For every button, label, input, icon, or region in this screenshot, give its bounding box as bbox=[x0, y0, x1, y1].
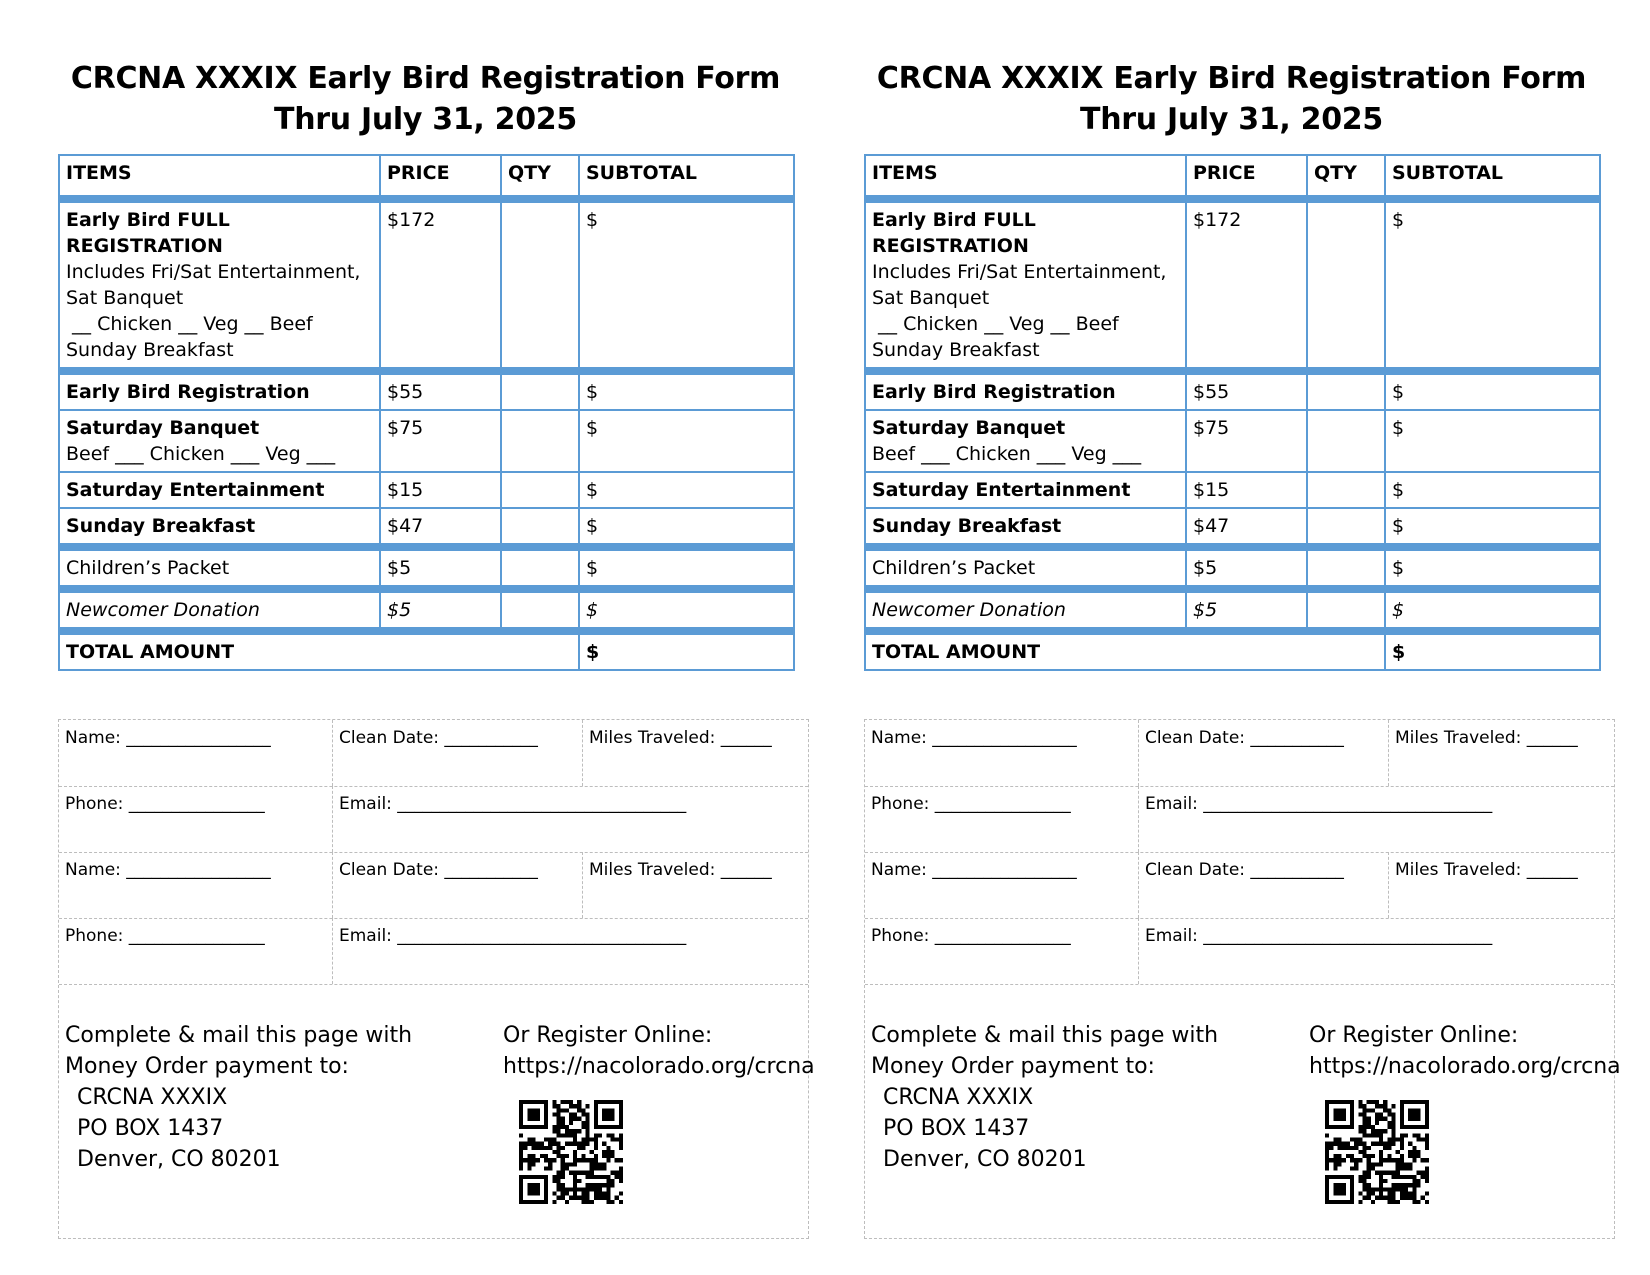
online-url[interactable]: https://nacolorado.org/crcna bbox=[503, 1054, 815, 1079]
contact-section bbox=[864, 719, 1621, 1239]
table-row bbox=[865, 589, 1600, 631]
qty-cell[interactable] bbox=[501, 371, 579, 410]
subtotal-cell[interactable]: $ bbox=[1385, 472, 1600, 508]
meal-choice[interactable]: __ Chicken __ Veg __ Beef bbox=[66, 313, 313, 335]
email-field[interactable]: Email: __________________________________ bbox=[1138, 918, 1498, 984]
item-cell bbox=[865, 199, 1186, 371]
form-title-line2: Thru July 31, 2025 bbox=[1080, 102, 1383, 137]
item-cell bbox=[865, 410, 1186, 472]
online-url[interactable]: https://nacolorado.org/crcna bbox=[1309, 1054, 1621, 1079]
online-registration bbox=[1309, 1020, 1621, 1082]
header-price: PRICE bbox=[1186, 155, 1307, 199]
qty-cell[interactable] bbox=[1307, 410, 1385, 472]
table-row bbox=[59, 199, 794, 371]
table-row bbox=[865, 410, 1600, 472]
online-registration bbox=[503, 1020, 815, 1082]
phone-field[interactable]: Phone: ________________ bbox=[65, 926, 265, 946]
price-cell: $5 bbox=[380, 547, 501, 589]
header-price: PRICE bbox=[380, 155, 501, 199]
clean-date-field[interactable]: Clean Date: ___________ bbox=[332, 852, 544, 918]
contact-row bbox=[865, 852, 1614, 919]
qty-cell[interactable] bbox=[1307, 199, 1385, 371]
price-cell: $75 bbox=[1186, 410, 1307, 472]
item-name: Early Bird FULL REGISTRATION bbox=[66, 209, 230, 257]
subtotal-cell[interactable]: $ bbox=[579, 199, 794, 371]
total-row bbox=[59, 631, 794, 670]
table-row bbox=[59, 410, 794, 472]
mail-line: Complete & mail this page with bbox=[871, 1023, 1219, 1048]
meal-choice[interactable]: Beef ___ Chicken ___ Veg ___ bbox=[66, 443, 336, 465]
form-title-line2: Thru July 31, 2025 bbox=[274, 102, 577, 137]
subtotal-cell[interactable]: $ bbox=[1385, 410, 1600, 472]
total-label: TOTAL AMOUNT bbox=[59, 631, 579, 670]
price-cell: $75 bbox=[380, 410, 501, 472]
total-row bbox=[865, 631, 1600, 670]
item-name: Saturday Banquet bbox=[872, 417, 1066, 439]
phone-field[interactable]: Phone: ________________ bbox=[871, 926, 1071, 946]
total-amount[interactable]: $ bbox=[1385, 631, 1600, 670]
qty-cell[interactable] bbox=[1307, 371, 1385, 410]
meal-choice[interactable]: Beef ___ Chicken ___ Veg ___ bbox=[872, 443, 1142, 465]
qty-cell[interactable] bbox=[501, 547, 579, 589]
clean-date-field[interactable]: Clean Date: ___________ bbox=[1138, 720, 1350, 786]
mail-address: PO BOX 1437 bbox=[883, 1116, 1030, 1141]
item-name: Sunday Breakfast bbox=[59, 508, 380, 547]
item-name: Newcomer Donation bbox=[59, 589, 380, 631]
header-items: ITEMS bbox=[59, 155, 380, 199]
item-name: Saturday Entertainment bbox=[865, 472, 1186, 508]
item-name: Sunday Breakfast bbox=[865, 508, 1186, 547]
miles-field[interactable]: Miles Traveled: ______ bbox=[1388, 720, 1584, 786]
total-label: TOTAL AMOUNT bbox=[865, 631, 1385, 670]
online-label: Or Register Online: bbox=[503, 1023, 713, 1048]
item-name: Newcomer Donation bbox=[865, 589, 1186, 631]
item-desc: Includes Fri/Sat Entertainment, bbox=[872, 261, 1167, 283]
header-qty: QTY bbox=[501, 155, 579, 199]
phone-field[interactable]: Phone: ________________ bbox=[871, 794, 1071, 814]
name-field[interactable]: Name: _________________ bbox=[871, 860, 1077, 880]
price-cell: $5 bbox=[1186, 547, 1307, 589]
form-title bbox=[864, 58, 1599, 140]
email-field[interactable]: Email: __________________________________ bbox=[1138, 786, 1498, 852]
mail-address: PO BOX 1437 bbox=[77, 1116, 224, 1141]
phone-field[interactable]: Phone: ________________ bbox=[65, 794, 265, 814]
table-row bbox=[865, 371, 1600, 410]
price-cell: $172 bbox=[380, 199, 501, 371]
item-desc: Includes Fri/Sat Entertainment, bbox=[66, 261, 361, 283]
miles-field[interactable]: Miles Traveled: ______ bbox=[582, 852, 778, 918]
item-desc: Sat Banquet bbox=[66, 287, 184, 309]
contact-row bbox=[59, 720, 808, 787]
subtotal-cell[interactable]: $ bbox=[579, 589, 794, 631]
header-qty: QTY bbox=[1307, 155, 1385, 199]
item-cell bbox=[59, 199, 380, 371]
price-cell: $55 bbox=[1186, 371, 1307, 410]
registration-form-copy bbox=[58, 58, 815, 1172]
email-field[interactable]: Email: __________________________________ bbox=[332, 918, 692, 984]
item-cell bbox=[59, 410, 380, 472]
items-table bbox=[864, 154, 1601, 671]
miles-field[interactable]: Miles Traveled: ______ bbox=[582, 720, 778, 786]
subtotal-cell[interactable]: $ bbox=[579, 472, 794, 508]
qty-cell[interactable] bbox=[1307, 508, 1385, 547]
mail-line: Money Order payment to: bbox=[871, 1054, 1155, 1079]
price-cell: $55 bbox=[380, 371, 501, 410]
price-cell: $5 bbox=[380, 589, 501, 631]
item-desc: Sunday Breakfast bbox=[66, 339, 234, 361]
qty-cell[interactable] bbox=[501, 410, 579, 472]
subtotal-cell[interactable]: $ bbox=[579, 371, 794, 410]
form-title-line1: CRCNA XXXIX Early Bird Registration Form bbox=[876, 61, 1587, 96]
price-cell: $15 bbox=[380, 472, 501, 508]
subtotal-cell[interactable]: $ bbox=[1385, 589, 1600, 631]
table-row bbox=[865, 472, 1600, 508]
meal-choice[interactable]: __ Chicken __ Veg __ Beef bbox=[872, 313, 1119, 335]
registration-form-copy bbox=[864, 58, 1621, 1172]
clean-date-field[interactable]: Clean Date: ___________ bbox=[1138, 852, 1350, 918]
mail-line: Money Order payment to: bbox=[65, 1054, 349, 1079]
qty-cell[interactable] bbox=[501, 508, 579, 547]
mail-instructions bbox=[65, 1020, 412, 1175]
subtotal-cell[interactable]: $ bbox=[1385, 508, 1600, 547]
item-desc: Sat Banquet bbox=[872, 287, 990, 309]
contact-row bbox=[865, 720, 1614, 787]
table-row bbox=[59, 547, 794, 589]
contact-row bbox=[59, 918, 808, 985]
form-title bbox=[58, 58, 793, 140]
mail-address: Denver, CO 80201 bbox=[883, 1147, 1087, 1172]
contact-row bbox=[865, 918, 1614, 985]
item-name: Early Bird FULL REGISTRATION bbox=[872, 209, 1036, 257]
items-table bbox=[58, 154, 795, 671]
table-header-row bbox=[59, 155, 794, 199]
item-name: Children’s Packet bbox=[59, 547, 380, 589]
contact-row bbox=[59, 786, 808, 853]
name-field[interactable]: Name: _________________ bbox=[65, 728, 271, 748]
qty-cell[interactable] bbox=[501, 199, 579, 371]
subtotal-cell[interactable]: $ bbox=[1385, 199, 1600, 371]
contact-section bbox=[58, 719, 815, 1239]
table-row bbox=[865, 547, 1600, 589]
price-cell: $47 bbox=[380, 508, 501, 547]
name-field[interactable]: Name: _________________ bbox=[65, 860, 271, 880]
price-cell: $15 bbox=[1186, 472, 1307, 508]
mail-line: Complete & mail this page with bbox=[65, 1023, 413, 1048]
mail-instructions bbox=[871, 1020, 1218, 1175]
table-row bbox=[59, 508, 794, 547]
form-title-line1: CRCNA XXXIX Early Bird Registration Form bbox=[70, 61, 781, 96]
item-desc: Sunday Breakfast bbox=[872, 339, 1040, 361]
name-field[interactable]: Name: _________________ bbox=[871, 728, 1077, 748]
contact-row bbox=[59, 852, 808, 919]
qr-code-icon[interactable] bbox=[519, 1100, 623, 1204]
subtotal-cell[interactable]: $ bbox=[579, 410, 794, 472]
qty-cell[interactable] bbox=[1307, 547, 1385, 589]
qty-cell[interactable] bbox=[501, 589, 579, 631]
clean-date-field[interactable]: Clean Date: ___________ bbox=[332, 720, 544, 786]
mail-address: Denver, CO 80201 bbox=[77, 1147, 281, 1172]
qty-cell[interactable] bbox=[1307, 589, 1385, 631]
subtotal-cell[interactable]: $ bbox=[1385, 547, 1600, 589]
table-row bbox=[59, 371, 794, 410]
qty-cell[interactable] bbox=[1307, 472, 1385, 508]
table-row bbox=[59, 589, 794, 631]
qty-cell[interactable] bbox=[501, 472, 579, 508]
total-amount[interactable]: $ bbox=[579, 631, 794, 670]
price-cell: $47 bbox=[1186, 508, 1307, 547]
table-row bbox=[59, 472, 794, 508]
subtotal-cell[interactable]: $ bbox=[1385, 371, 1600, 410]
item-name: Children’s Packet bbox=[865, 547, 1186, 589]
table-row bbox=[865, 199, 1600, 371]
price-cell: $172 bbox=[1186, 199, 1307, 371]
miles-field[interactable]: Miles Traveled: ______ bbox=[1388, 852, 1584, 918]
item-name: Saturday Entertainment bbox=[59, 472, 380, 508]
online-label: Or Register Online: bbox=[1309, 1023, 1519, 1048]
mail-address: CRCNA XXXIX bbox=[883, 1085, 1034, 1110]
table-header-row bbox=[865, 155, 1600, 199]
contact-row bbox=[865, 786, 1614, 853]
subtotal-cell[interactable]: $ bbox=[579, 547, 794, 589]
header-items: ITEMS bbox=[865, 155, 1186, 199]
table-row bbox=[865, 508, 1600, 547]
email-field[interactable]: Email: __________________________________ bbox=[332, 786, 692, 852]
item-name: Saturday Banquet bbox=[66, 417, 260, 439]
price-cell: $5 bbox=[1186, 589, 1307, 631]
subtotal-cell[interactable]: $ bbox=[579, 508, 794, 547]
item-name: Early Bird Registration bbox=[59, 371, 380, 410]
item-name: Early Bird Registration bbox=[865, 371, 1186, 410]
header-subtotal: SUBTOTAL bbox=[1385, 155, 1600, 199]
header-subtotal: SUBTOTAL bbox=[579, 155, 794, 199]
mail-address: CRCNA XXXIX bbox=[77, 1085, 228, 1110]
qr-code-icon[interactable] bbox=[1325, 1100, 1429, 1204]
